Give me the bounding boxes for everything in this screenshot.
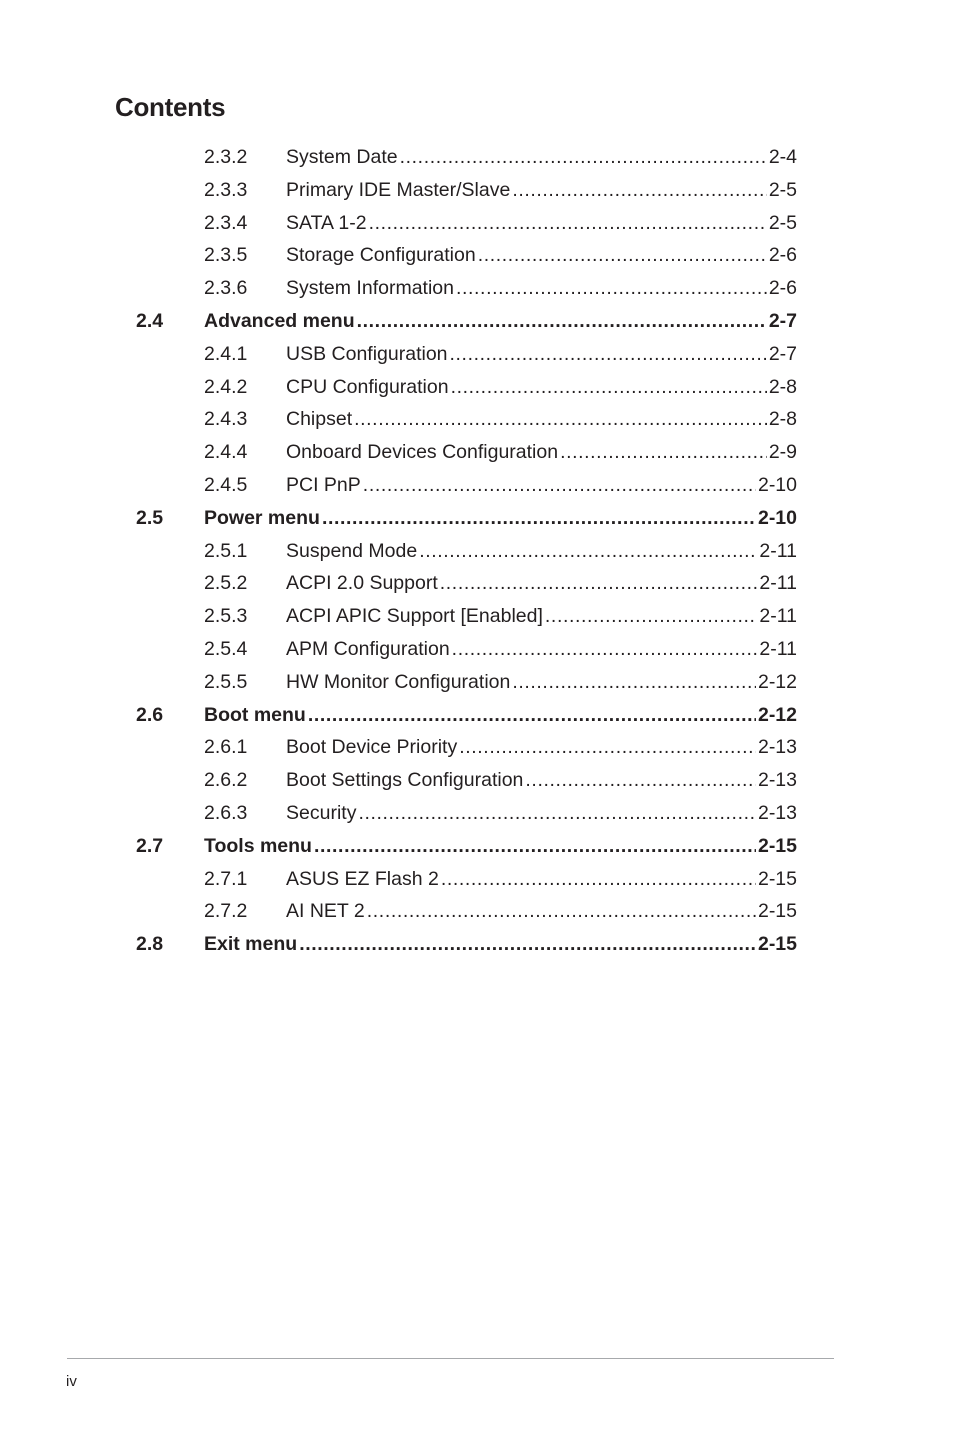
toc-entry-number: 2.4.2 [204,375,248,398]
toc-entry-line [286,895,797,927]
dot-leader [419,535,757,567]
toc-entry-label: Storage Configuration [286,244,476,267]
toc-entry-number: 2.6.1 [204,736,248,759]
toc-entry-number: 2.3.5 [204,244,248,267]
dot-leader [363,469,756,501]
toc-entry-line [286,600,797,632]
toc-entry-label: Exit menu [204,933,298,956]
toc-entry-number: 2.6.3 [204,801,248,824]
toc-entry-number: 2.5.4 [204,637,248,660]
toc-entry-label: Security [286,801,357,824]
toc-entry-page: 2-8 [768,375,797,398]
toc-entry-label: Suspend Mode [286,539,418,562]
toc-entry-label: Tools menu [204,834,312,857]
toc-entry-page: 2-10 [757,473,797,496]
toc-entry-label: APM Configuration [286,637,450,660]
toc-entry-number: 2.8 [136,933,164,956]
dot-leader [357,305,767,337]
toc-entry-page: 2-6 [768,277,797,300]
toc-entry-label: USB Configuration [286,342,448,365]
toc-entry-line [286,338,797,370]
toc-entry-line [286,141,797,173]
toc-entry-number: 2.3.3 [204,178,248,201]
toc-subsection-entry[interactable] [0,895,954,928]
dot-leader [525,764,756,796]
toc-entry-line [204,699,797,731]
toc-entry-page: 2-11 [759,637,797,660]
toc-entry-number: 2.5.2 [204,572,248,595]
page-number: iv [66,1373,77,1390]
toc-entry-line [286,731,797,763]
toc-entry-label: Power menu [204,506,320,529]
dot-leader [308,699,756,731]
toc-subsection-entry[interactable] [0,272,954,305]
dot-leader [452,633,758,665]
dot-leader [441,863,756,895]
toc-entry-page: 2-11 [759,539,797,562]
toc-entry-page: 2-15 [757,900,797,923]
dot-leader [478,239,767,271]
toc-entry-page: 2-9 [768,441,797,464]
dot-leader [299,928,756,960]
toc-entry-label: ACPI APIC Support [Enabled] [286,605,543,628]
toc-entry-line [286,666,797,698]
toc-entry-number: 2.6 [136,703,164,726]
toc-entry-line [286,436,797,468]
toc-entry-label: ACPI 2.0 Support [286,572,438,595]
toc-entry-page: 2-5 [768,178,797,201]
toc-entry-label: CPU Configuration [286,375,449,398]
toc-entry-page: 2-5 [768,211,797,234]
dot-leader [314,830,756,862]
toc-subsection-entry[interactable] [0,764,954,797]
toc-subsection-entry[interactable] [0,141,954,174]
toc-entry-line [286,239,797,271]
toc-entry-line [204,830,797,862]
toc-entry-label: SATA 1-2 [286,211,367,234]
toc-entry-line [286,797,797,829]
toc-entry-page: 2-13 [757,736,797,759]
toc-entry-page: 2-12 [757,703,797,726]
toc-entry-label: System Information [286,277,454,300]
toc-entry-number: 2.5 [136,506,164,529]
toc-entry-label: Boot Settings Configuration [286,769,524,792]
toc-entry-page: 2-11 [759,572,797,595]
dot-leader [322,502,756,534]
toc-entry-label: ASUS EZ Flash 2 [286,867,439,890]
toc-entry-page: 2-7 [768,309,797,332]
toc-entry-number: 2.3.6 [204,277,248,300]
dot-leader [459,731,756,763]
toc-entry-label: PCI PnP [286,473,361,496]
footer-divider [67,1358,834,1359]
toc-entry-number: 2.5.1 [204,539,248,562]
toc-entry-line [286,535,797,567]
toc-entry-line [286,863,797,895]
toc-entry-number: 2.7.2 [204,900,248,923]
toc-subsection-entry[interactable] [0,797,954,830]
dot-leader [354,403,767,435]
toc-entry-number: 2.3.2 [204,146,248,168]
toc-entry-number: 2.7.1 [204,867,248,890]
toc-section-entry[interactable] [0,305,954,338]
toc-entry-page: 2-12 [757,670,797,693]
dot-leader [512,174,767,206]
toc-entry-label: Boot menu [204,703,306,726]
table-of-contents [0,141,954,961]
toc-subsection-entry[interactable] [0,567,954,600]
toc-subsection-entry[interactable] [0,436,954,469]
dot-leader [400,141,767,173]
toc-entry-label: Boot Device Priority [286,736,458,759]
dot-leader [451,371,767,403]
toc-entry-page: 2-6 [768,244,797,267]
toc-subsection-entry[interactable] [0,239,954,272]
toc-entry-number: 2.5.5 [204,670,248,693]
toc-entry-number: 2.5.3 [204,605,248,628]
toc-subsection-entry[interactable] [0,666,954,699]
toc-subsection-entry[interactable] [0,174,954,207]
toc-entry-line [286,272,797,304]
toc-entry-line [286,403,797,435]
toc-subsection-entry[interactable] [0,371,954,404]
toc-entry-label: Chipset [286,408,353,431]
toc-subsection-entry[interactable] [0,403,954,436]
toc-entry-line [286,174,797,206]
dot-leader [369,207,767,239]
toc-subsection-entry[interactable] [0,633,954,666]
toc-entry-page: 2-13 [757,769,797,792]
toc-entry-number: 2.4.1 [204,342,248,365]
dot-leader [545,600,758,632]
toc-entry-label: AI NET 2 [286,900,365,923]
toc-entry-page: 2-15 [757,933,797,956]
toc-entry-page: 2-15 [757,834,797,857]
toc-entry-line [204,928,797,960]
page-title: Contents [115,92,226,122]
dot-leader [560,436,767,468]
toc-entry-line [204,502,797,534]
toc-subsection-entry[interactable] [0,207,954,240]
toc-entry-page: 2-15 [757,867,797,890]
toc-entry-label: Primary IDE Master/Slave [286,178,511,201]
toc-entry-line [286,371,797,403]
toc-entry-label: Advanced menu [204,309,355,332]
toc-entry-number: 2.6.2 [204,769,248,792]
toc-entry-page: 2-8 [768,408,797,431]
toc-subsection-entry[interactable] [0,600,954,633]
toc-section-entry[interactable] [0,830,954,863]
dot-leader [456,272,767,304]
dot-leader [440,567,758,599]
toc-section-entry[interactable] [0,699,954,732]
toc-entry-label: HW Monitor Configuration [286,670,511,693]
toc-entry-line [286,567,797,599]
toc-entry-label: Onboard Devices Configuration [286,441,559,464]
dot-leader [450,338,767,370]
toc-entry-number: 2.4.5 [204,473,248,496]
toc-entry-label: System Date [286,146,398,168]
toc-entry-line [286,633,797,665]
toc-subsection-entry[interactable] [0,863,954,896]
toc-entry-number: 2.4.3 [204,408,248,431]
dot-leader [512,666,756,698]
toc-subsection-entry[interactable] [0,731,954,764]
toc-subsection-entry[interactable] [0,535,954,568]
dot-leader [358,797,756,829]
toc-subsection-entry[interactable] [0,469,954,502]
toc-entry-line [286,207,797,239]
toc-entry-page: 2-7 [768,342,797,365]
toc-entry-page: 2-11 [759,605,797,628]
toc-subsection-entry[interactable] [0,338,954,371]
toc-entry-line [286,469,797,501]
dot-leader [367,895,756,927]
toc-entry-number: 2.7 [136,834,164,857]
toc-entry-number: 2.3.4 [204,211,248,234]
toc-entry-line [286,764,797,796]
toc-entry-page: 2-10 [757,506,797,529]
toc-entry-number: 2.4.4 [204,441,248,464]
toc-entry-number: 2.4 [136,309,164,332]
toc-section-entry[interactable] [0,502,954,535]
toc-entry-page: 2-4 [768,146,797,168]
toc-entry-line [204,305,797,337]
toc-section-entry[interactable] [0,928,954,961]
toc-entry-page: 2-13 [757,801,797,824]
